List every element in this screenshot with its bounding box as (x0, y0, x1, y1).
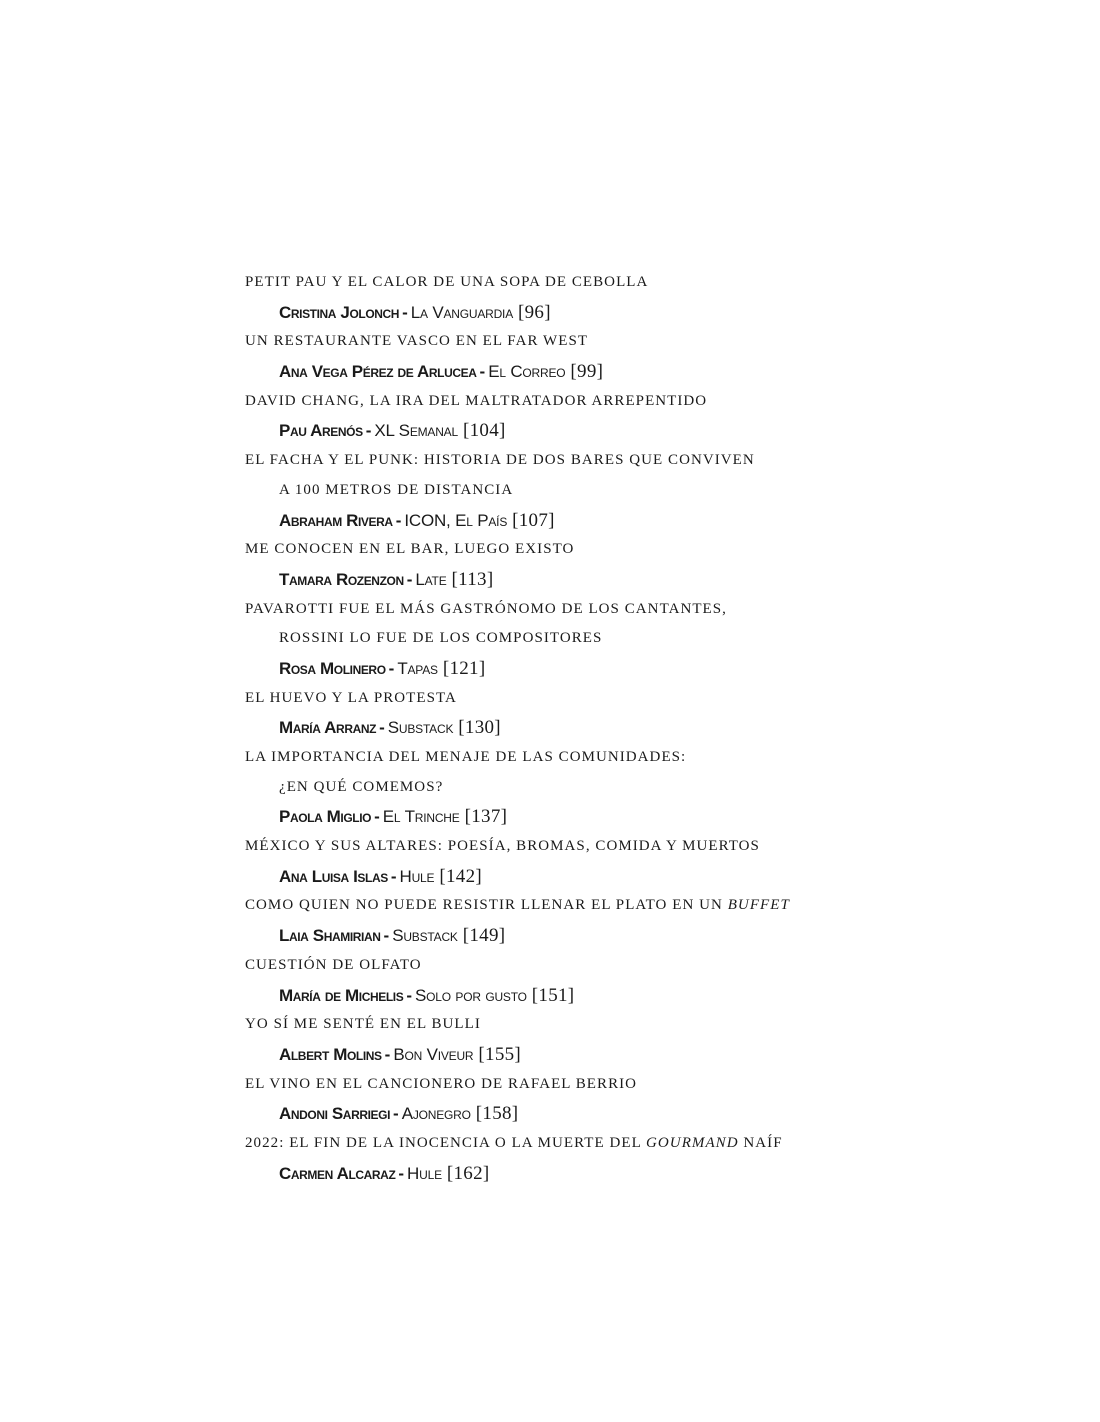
toc-entry (245, 268, 1025, 327)
page-number: [137] (464, 806, 508, 828)
page-number: [121] (442, 657, 486, 679)
author-name: Albert Molins (279, 1044, 382, 1064)
entry-title: PETIT PAU Y EL CALOR DE UNA SOPA DE CEBOLLA (245, 274, 649, 290)
toc-entry (245, 891, 1025, 950)
entry-title: EL VINO EN EL CANCIONERO DE RAFAEL BERRIO (245, 1075, 638, 1092)
page-number: [142] (439, 865, 482, 887)
entry-title: EL FACHA Y EL PUNK: HISTORIA DE DOS BARES QUE CONVIVEN (245, 452, 755, 469)
publication-name: El Correo (488, 362, 566, 382)
author-name: María Arranz (279, 718, 377, 738)
author-name: Paola Miglio (279, 807, 372, 827)
entry-title: YO SÍ ME SENTÉ EN EL BULLI (245, 1016, 481, 1033)
entry-title (245, 1129, 1025, 1159)
entry-title: LA IMPORTANCIA DEL MENAJE DE LAS COMUNIDADES: (245, 749, 687, 765)
entry-title: ME CONOCEN EN EL BAR, LUEGO EXISTO (245, 541, 575, 558)
toc-entry (245, 1010, 1025, 1069)
author-name: Andoni Sarriegi (279, 1104, 391, 1124)
page-number: [158] (475, 1103, 519, 1125)
author-name: Rosa Molinero (279, 658, 386, 678)
author-name: Tamara Rozenzon (279, 569, 404, 589)
page-number: [104] (462, 420, 506, 442)
entry-byline: Albert Molins - Bon Viveur [155] (279, 1043, 522, 1065)
entry-title-continued: ¿EN QUÉ COMEMOS? (279, 778, 444, 795)
entry-byline: Ana Vega Pérez de Arlucea - El Correo [99] (279, 361, 604, 383)
entry-byline: María de Michelis - Solo por gusto [151] (279, 984, 575, 1006)
entry-title: EL HUEVO Y LA PROTESTA (245, 689, 457, 706)
table-of-contents (245, 268, 1025, 1188)
toc-entry (245, 387, 1025, 446)
author-name: Laia Shamirian (279, 926, 381, 946)
page-number: [96] (518, 301, 551, 323)
toc-entry (245, 1129, 1025, 1188)
toc-entry (245, 1070, 1025, 1129)
entry-byline: Carmen Alcaraz - Hule [162] (279, 1162, 490, 1184)
toc-entry (245, 832, 1025, 891)
entry-byline: María Arranz - Substack [130] (279, 717, 501, 739)
author-name: María de Michelis (279, 985, 404, 1005)
page-number: [107] (512, 509, 555, 531)
author-name: Ana Luisa Islas (279, 866, 388, 886)
entry-byline: Paola Miglio - El Trinche [137] (279, 806, 508, 828)
toc-entry (245, 951, 1025, 1010)
entry-title-text: COMO QUIEN NO PUEDE RESISTIR LLENAR EL PLATO EN UN (245, 897, 728, 914)
entry-title-italic: BUFFET (727, 897, 790, 914)
author-name: Cristina Jolonch (279, 302, 400, 322)
entry-title: UN RESTAURANTE VASCO EN EL FAR WEST (245, 333, 589, 350)
entry-byline: Abraham Rivera - ICON, El País [107] (279, 509, 555, 531)
entry-byline: Rosa Molinero - Tapas [121] (279, 657, 486, 679)
page-number: [162] (446, 1162, 490, 1184)
entry-title-continued: A 100 METROS DE DISTANCIA (279, 481, 514, 498)
publication-name: Substack (392, 926, 458, 946)
entry-title-continued: ROSSINI LO FUE DE LOS COMPOSITORES (279, 630, 603, 647)
entry-title (245, 891, 1025, 921)
publication-name: Hule (399, 866, 435, 886)
publication-name: Substack (387, 718, 454, 738)
toc-entry (245, 446, 1025, 535)
publication-name: Ajonegro (401, 1104, 471, 1124)
publication-name: Solo por gusto (414, 985, 527, 1005)
toc-entry (245, 684, 1025, 743)
toc-entry (245, 595, 1025, 684)
publication-name: La Vanguardia (410, 302, 513, 322)
toc-entry (245, 535, 1025, 594)
page-number: [99] (570, 361, 604, 383)
toc-entry (245, 327, 1025, 386)
publication-name: Bon Viveur (393, 1044, 474, 1064)
entry-title: MÉXICO Y SUS ALTARES: POESÍA, BROMAS, COMIDA Y MUERTOS (245, 838, 760, 855)
entry-byline: Laia Shamirian - Substack [149] (279, 925, 506, 947)
entry-title: DAVID CHANG, LA IRA DEL MALTRATADOR ARREPENTIDO (245, 392, 708, 409)
publication-name: ICON, El País (404, 510, 508, 530)
entry-byline: Andoni Sarriegi - Ajonegro [158] (279, 1103, 519, 1125)
entry-title-text-after: NAÍF (738, 1134, 783, 1151)
entry-byline: Pau Arenós - XL Semanal [104] (279, 420, 506, 442)
toc-entry (245, 743, 1025, 832)
page-number: [151] (531, 984, 575, 1006)
entry-byline: Ana Luisa Islas - Hule [142] (279, 865, 482, 887)
publication-name: El Trinche (382, 807, 460, 827)
publication-name: Hule (407, 1163, 442, 1183)
page-number: [155] (478, 1043, 522, 1065)
entry-title: PAVAROTTI FUE EL MÁS GASTRÓNOMO DE LOS CANTANTES, (245, 600, 727, 617)
entry-title-text: 2022: EL FIN DE LA INOCENCIA O LA MUERTE DEL (245, 1134, 647, 1151)
page-number: [113] (451, 568, 494, 590)
publication-name: Tapas (397, 658, 438, 678)
author-name: Abraham Rivera (279, 510, 393, 530)
entry-title: CUESTIÓN DE OLFATO (245, 956, 422, 973)
author-name: Ana Vega Pérez de Arlucea (279, 362, 477, 382)
page-number: [130] (458, 717, 501, 739)
entry-title-italic: GOURMAND (646, 1134, 739, 1151)
author-name: Pau Arenós (279, 421, 363, 441)
publication-name: Late (415, 569, 447, 589)
entry-byline: Cristina Jolonch - La Vanguardia [96] (279, 301, 551, 323)
page-number: [149] (462, 925, 506, 947)
publication-name: XL Semanal (374, 421, 458, 441)
author-name: Carmen Alcaraz (279, 1163, 396, 1183)
entry-byline: Tamara Rozenzon - Late [113] (279, 568, 494, 590)
